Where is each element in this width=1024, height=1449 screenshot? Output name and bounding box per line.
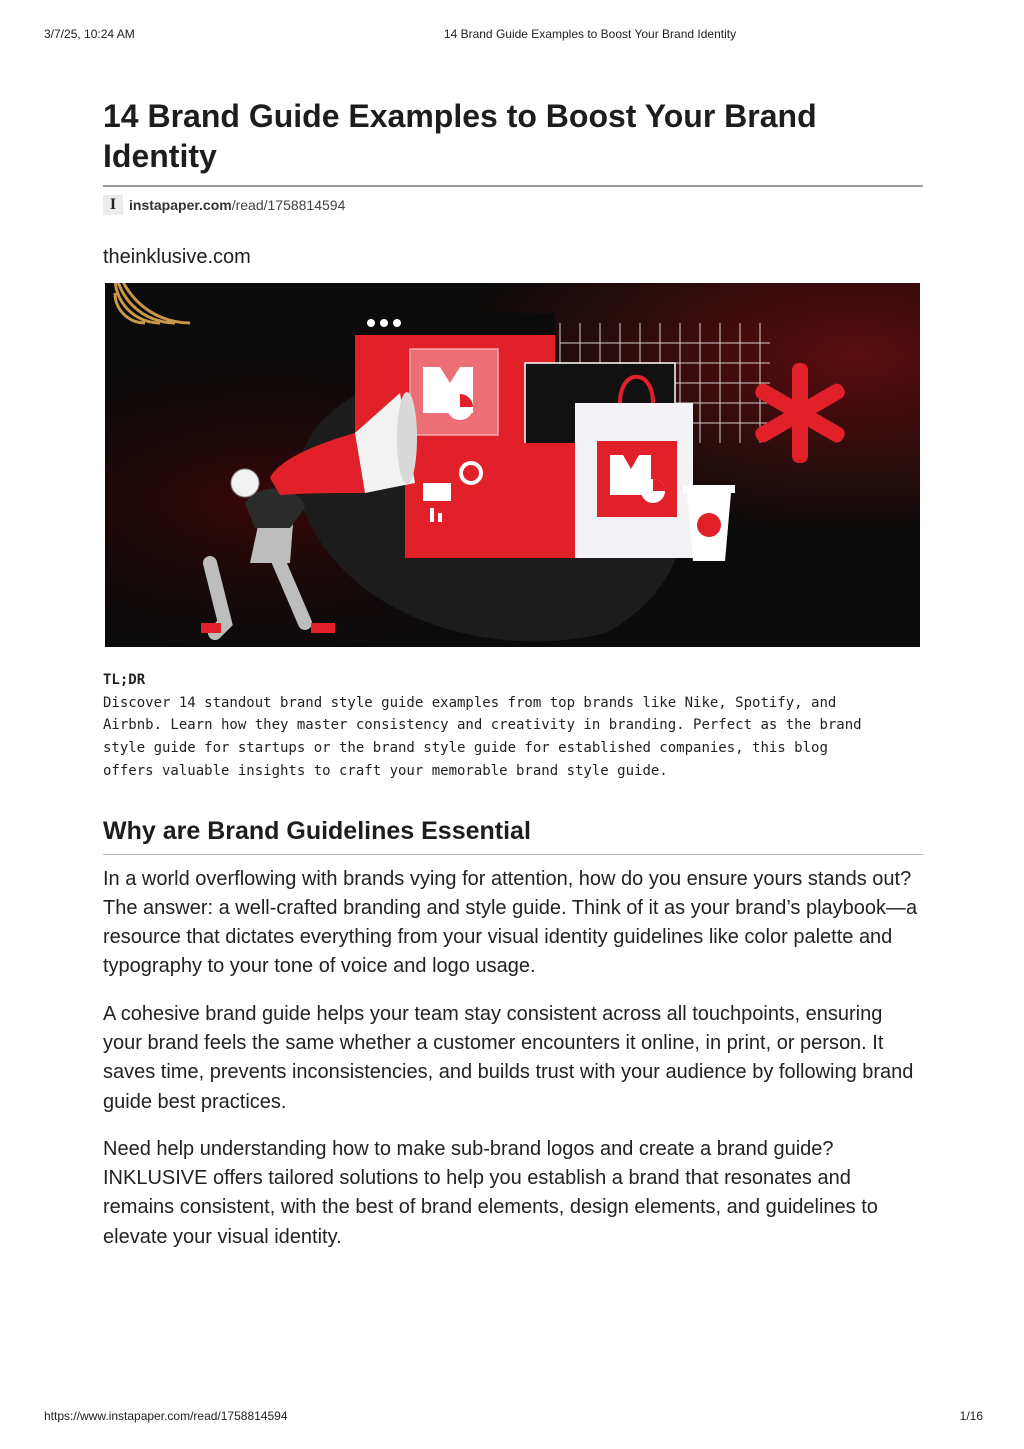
paragraph: Need help understanding how to make sub-brand logos and create a brand guide? INKLUSIVE offers tailored solutions to help you establish a brand that resonates and remains consistent, with the best of brand elements, design elements, and guidelines to elevate your visual identity. [103, 1137, 878, 1248]
tldr-label: TL;DR [103, 672, 146, 688]
tldr-line: offers valuable insights to craft your memorable brand style guide. [103, 762, 668, 779]
section-heading: Why are Brand Guidelines Essential [103, 816, 923, 855]
article [103, 96, 923, 1252]
instapaper-icon: I [103, 195, 123, 215]
tldr-line: Airbnb. Learn how they master consistency and creativity in branding. Perfect as the brand [103, 717, 862, 734]
hero-image [105, 283, 920, 647]
page-number: 1/16 [959, 1409, 983, 1423]
source-domain: instapaper.com [129, 197, 232, 213]
source-path: /read/1758814594 [231, 197, 346, 213]
print-datetime: 3/7/25, 10:24 AM [44, 27, 135, 41]
print-header [0, 27, 1024, 43]
site-name: theinklusive.com [103, 246, 251, 268]
print-doc-title: 14 Brand Guide Examples to Boost Your Brand Identity [443, 27, 737, 41]
paragraph: In a world overflowing with brands vying for attention, how do you ensure yours stands out? The answer: a well-crafted branding and style guide. Think of it as your brand’s playbook—a resource that dictates everything from your visual identity guidelines like color palette and typography to your tone of voice and logo usage. [103, 867, 918, 978]
source-row [103, 195, 923, 215]
article-title: 14 Brand Guide Examples to Boost Your Brand Identity [103, 96, 923, 187]
tldr-block [103, 669, 923, 783]
tldr-line: style guide for startups or the brand style guide for established companies, this blog [103, 740, 828, 757]
source-link[interactable] [129, 197, 345, 213]
tldr-line: Discover 14 standout brand style guide examples from top brands like Nike, Spotify, and [103, 694, 837, 711]
print-url: https://www.instapaper.com/read/1758814594 [44, 1409, 288, 1423]
paragraph: A cohesive brand guide helps your team stay consistent across all touchpoints, ensuring your brand feels the same whether a customer encounters it online, in print, or person. It saves time, prevents inconsistencies, and builds trust with your audience by following brand guide best practices. [103, 1002, 914, 1113]
